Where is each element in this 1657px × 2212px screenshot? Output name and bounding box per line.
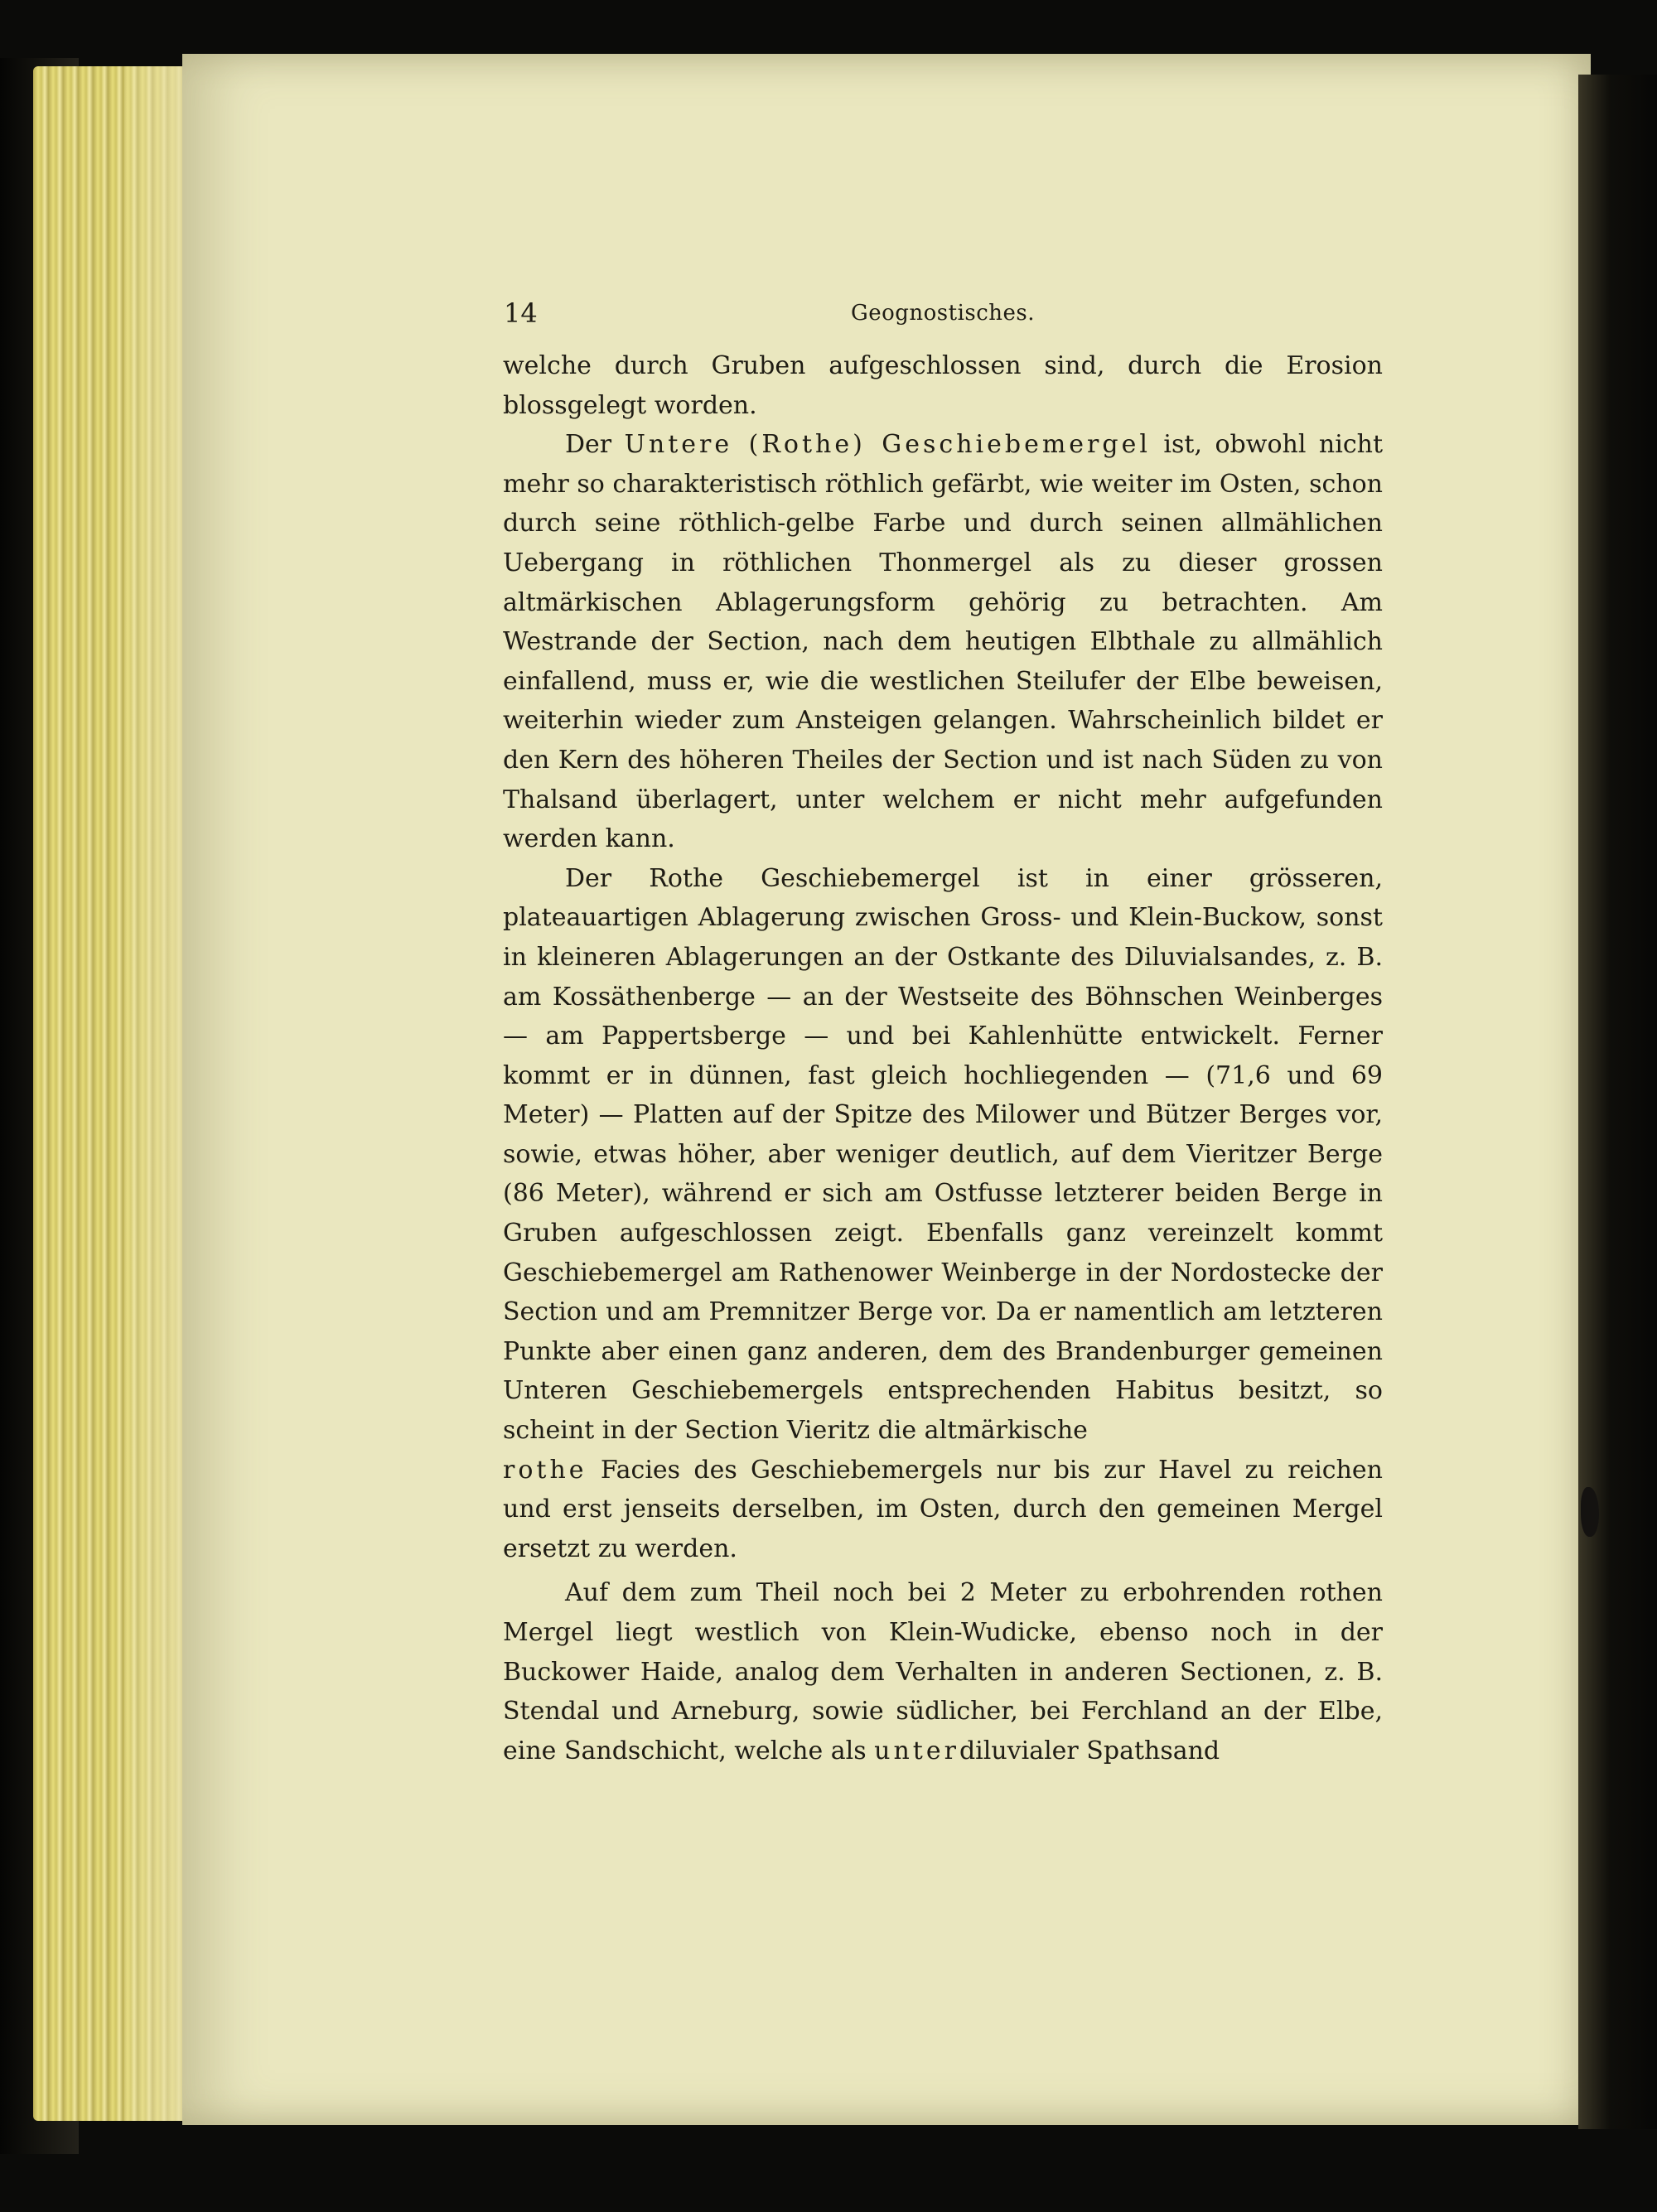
- paragraph-3-text: Der Rothe Geschiebemergel ist in einer grösseren, plateauartigen Ablagerung zwischen Gross- und Klein-Buckow, sonst in kleineren Ablagerungen an der Ostkante des Diluvialsandes, z. B. am Kossäthenberge — an der Westseite des Böhnschen Weinberges — am Pappertsberge — und bei Kahlenhütte entwickelt. Ferner kommt er in dünnen, fast gleich hochliegenden — (71,6 und 69 Meter) — Platten auf der Spitze des Milower und Bützer Berges vor, sowie, etwas höher, aber weniger deutlich, auf dem Vieritzer Berge (86 Meter), während er sich am Ostfusse letzterer beiden Berge in Gruben aufgeschlossen zeigt. Ebenfalls ganz vereinzelt kommt Geschiebemergel am Rathenower Weinberge in der Nordostecke der Section und am Premnitzer Berge vor. Da er namentlich am letzteren Punkte aber einen ganz anderen, dem des Brandenburger gemeinen Unteren Geschiebemergels entsprechenden Habitus besitzt, so scheint in der Section Vieritz die altmärkische: [503, 863, 1383, 1446]
- page-header: [503, 294, 1383, 340]
- paragraph-3-tail: Facies des Geschiebemergels nur bis zur Havel zu reichen und erst jenseits derselben, im Osten, durch den gemeinen Mergel ersetzt zu werden.: [503, 1455, 1383, 1563]
- paragraph-2: [503, 425, 1383, 859]
- text-block: [503, 294, 1383, 1770]
- paragraph-4: [503, 1573, 1383, 1770]
- right-page-fold: [1578, 75, 1657, 2129]
- paragraph-4-spaced-term: unter: [874, 1736, 959, 1765]
- paragraph-2-spaced-term: Untere (Rothe) Geschiebemergel: [624, 430, 1151, 460]
- paragraph-4-text: Auf dem zum Theil noch bei 2 Meter zu erbohrenden rothen Mergel liegt westlich von Klein-Wudicke, ebenso noch in der Buckower Haide, analog dem Verhalten in anderen Sectionen, z. B. Stendal und Arneburg, sowie südlicher, bei Ferchland an der Elbe, eine Sandschicht, welche als: [503, 1578, 1383, 1765]
- paragraph-1: [503, 346, 1383, 425]
- paragraph-3: [503, 859, 1383, 1569]
- paragraph-1-text: welche durch Gruben aufgeschlossen sind, durch die Erosion blossgelegt worden.: [503, 351, 1383, 420]
- paragraph-3-spaced-term: rothe: [503, 1455, 587, 1485]
- paragraph-2-text: ist, obwohl nicht mehr so charakteristisch röthlich gefärbt, wie weiter im Osten, schon durch seine röthlich-gelbe Farbe und durch seinen allmählichen Uebergang in röthlichen Thonmergel als zu dieser grossen altmärkischen Ablagerungsform gehörig zu betrachten. Am Westrande der Section, nach dem heutigen Elbthale zu allmählich einfallend, muss er, wie die westlichen Steilufer der Elbe beweisen, weiterhin wieder zum Ansteigen gelangen. Wahrscheinlich bildet er den Kern des höheren Theiles der Section und ist nach Süden zu von Thalsand überlagert, unter welchem er nicht mehr aufgefunden werden kann.: [503, 430, 1383, 854]
- paragraph-2-lead: Der: [565, 430, 625, 460]
- page-number: 14: [504, 297, 538, 329]
- paragraph-4-tail: diluvialer Spathsand: [959, 1736, 1220, 1765]
- running-head: Geognostisches.: [850, 301, 1036, 326]
